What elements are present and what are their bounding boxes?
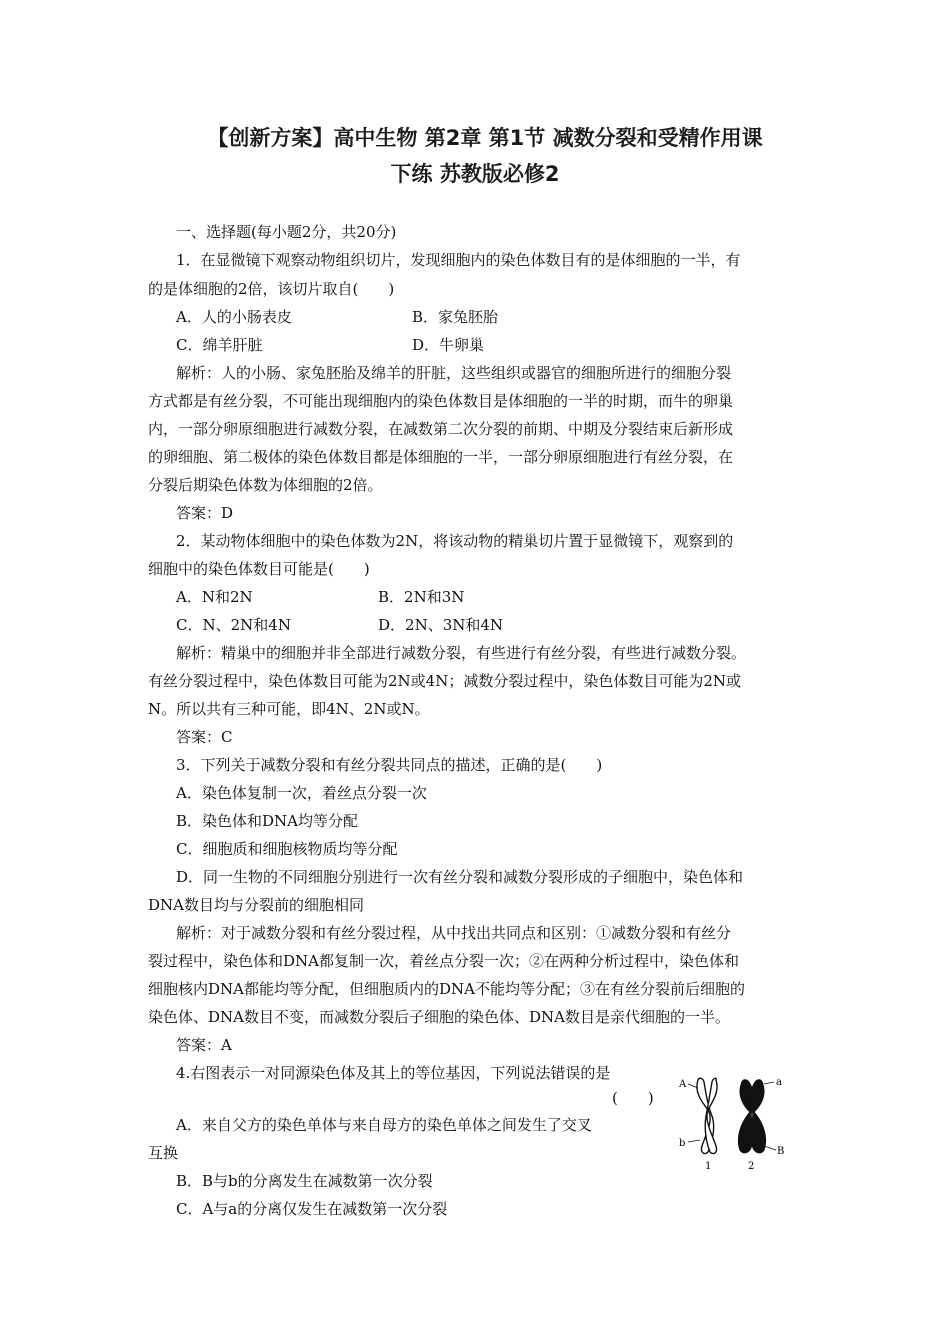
q3-option-c: C．细胞质和细胞核物质均等分配 [176, 840, 398, 858]
q3-explanation-line: 裂过程中，染色体和DNA都复制一次，着丝点分裂一次；②在两种分析过程中，染色体和 [148, 952, 739, 970]
q2-stem-line-2: 细胞中的染色体数目可能是( ) [148, 560, 370, 578]
q4-option-c: C．A与a的分离仅发生在减数第一次分裂 [176, 1200, 448, 1218]
q4-answer-blank: ( ) [612, 1089, 654, 1107]
q2-explanation-line: 有丝分裂过程中，染色体数目可能为2N或4N；减数分裂过程中，染色体数目可能为2N或 [148, 672, 742, 690]
q2-option-c: C．N、2N和4N [176, 616, 291, 634]
q2-option-a: A．N和2N [176, 588, 253, 606]
q3-explanation-line: 细胞核内DNA都能均等分配，但细胞质内的DNA不能均等分配；③在有丝分裂前后细胞的 [148, 980, 745, 998]
q1-stem-line-1: 1．在显微镜下观察动物组织切片，发现细胞内的染色体数目有的是体细胞的一半，有 [176, 251, 741, 269]
q2-stem-line-1: 2．某动物体细胞中的染色体数为2N，将该动物的精巢切片置于显微镜下，观察到的 [176, 532, 734, 550]
q3-option-a: A．染色体复制一次，着丝点分裂一次 [176, 784, 427, 802]
chromosome-1 [697, 1078, 717, 1153]
gene-label-b: b [679, 1138, 686, 1149]
gene-label-a: a [776, 1077, 782, 1088]
q3-answer: 答案：A [176, 1036, 232, 1054]
q1-option-c: C．绵羊肝脏 [176, 336, 263, 354]
homologous-chromosomes-figure [676, 1072, 796, 1172]
q4-stem: 4.右图表示一对同源染色体及其上的等位基因，下列说法错误的是 [176, 1064, 611, 1082]
q1-explanation-line: 内，一部分卵原细胞进行减数分裂，在减数第二次分裂的前期、中期及分裂结束后新形成 [148, 420, 734, 438]
chromosome-number-2: 2 [748, 1161, 755, 1172]
q3-explanation-line: 染色体、DNA数目不变，而减数分裂后子细胞的染色体、DNA数目是亲代细胞的一半。 [148, 1008, 730, 1026]
q1-stem-line-2: 的是体细胞的2倍，该切片取自( ) [148, 280, 395, 298]
section-heading: 一、选择题(每小题2分，共20分) [176, 223, 397, 241]
q1-explanation-line: 的卵细胞、第二极体的染色体数目都是体细胞的一半，一部分卵原细胞进行有丝分裂，在 [148, 448, 734, 466]
q1-option-a: A．人的小肠表皮 [176, 308, 292, 326]
q1-answer: 答案：D [176, 504, 234, 522]
q2-explanation-line: N。所以共有三种可能，即4N、2N或N。 [148, 700, 430, 718]
q2-option-b: B．2N和3N [378, 588, 465, 606]
q2-explanation-line: 解析：精巢中的细胞并非全部进行减数分裂，有些进行有丝分裂，有些进行减数分裂。 [176, 644, 747, 662]
q1-explanation-line: 方式都是有丝分裂，不可能出现细胞内的染色体数目是体细胞的一半的时期，而牛的卵巢 [148, 392, 734, 410]
q1-explanation-line: 解析：人的小肠、家兔胚胎及绵羊的肝脏，这些组织或器官的细胞所进行的细胞分裂 [176, 364, 732, 382]
document-title-line-2: 下练 苏教版必修2 [390, 162, 560, 186]
q3-option-d-line-1: D．同一生物的不同细胞分别进行一次有丝分裂和减数分裂形成的子细胞中，染色体和 [176, 868, 744, 886]
q1-option-d: D．牛卵巢 [412, 336, 485, 354]
q3-explanation-line: 解析：对于减数分裂和有丝分裂过程，从中找出共同点和区别：①减数分裂和有丝分 [176, 924, 732, 942]
document-title-line-1: 【创新方案】高中生物 第2章 第1节 减数分裂和受精作用课 [207, 126, 763, 150]
gene-label-B: B [777, 1146, 785, 1157]
q4-option-b: B．B与b的分离发生在减数第一次分裂 [176, 1172, 433, 1190]
chromosome-2 [738, 1080, 765, 1153]
q3-stem: 3．下列关于减数分裂和有丝分裂共同点的描述，正确的是( ) [176, 756, 603, 774]
q4-option-a-line-1: A．来自父方的染色单体与来自母方的染色单体之间发生了交叉 [176, 1116, 592, 1134]
q1-explanation-line: 分裂后期染色体数为体细胞的2倍。 [148, 476, 383, 494]
gene-label-A: A [679, 1079, 687, 1090]
q3-option-b: B．染色体和DNA均等分配 [176, 812, 359, 830]
q3-option-d-line-2: DNA数目均与分裂前的细胞相同 [148, 896, 364, 914]
q2-option-d: D．2N、3N和4N [378, 616, 504, 634]
q1-option-b: B．家兔胚胎 [412, 308, 499, 326]
chromosome-number-1: 1 [705, 1161, 712, 1172]
q4-option-a-line-2: 互换 [148, 1144, 179, 1162]
q2-answer: 答案：C [176, 728, 233, 746]
